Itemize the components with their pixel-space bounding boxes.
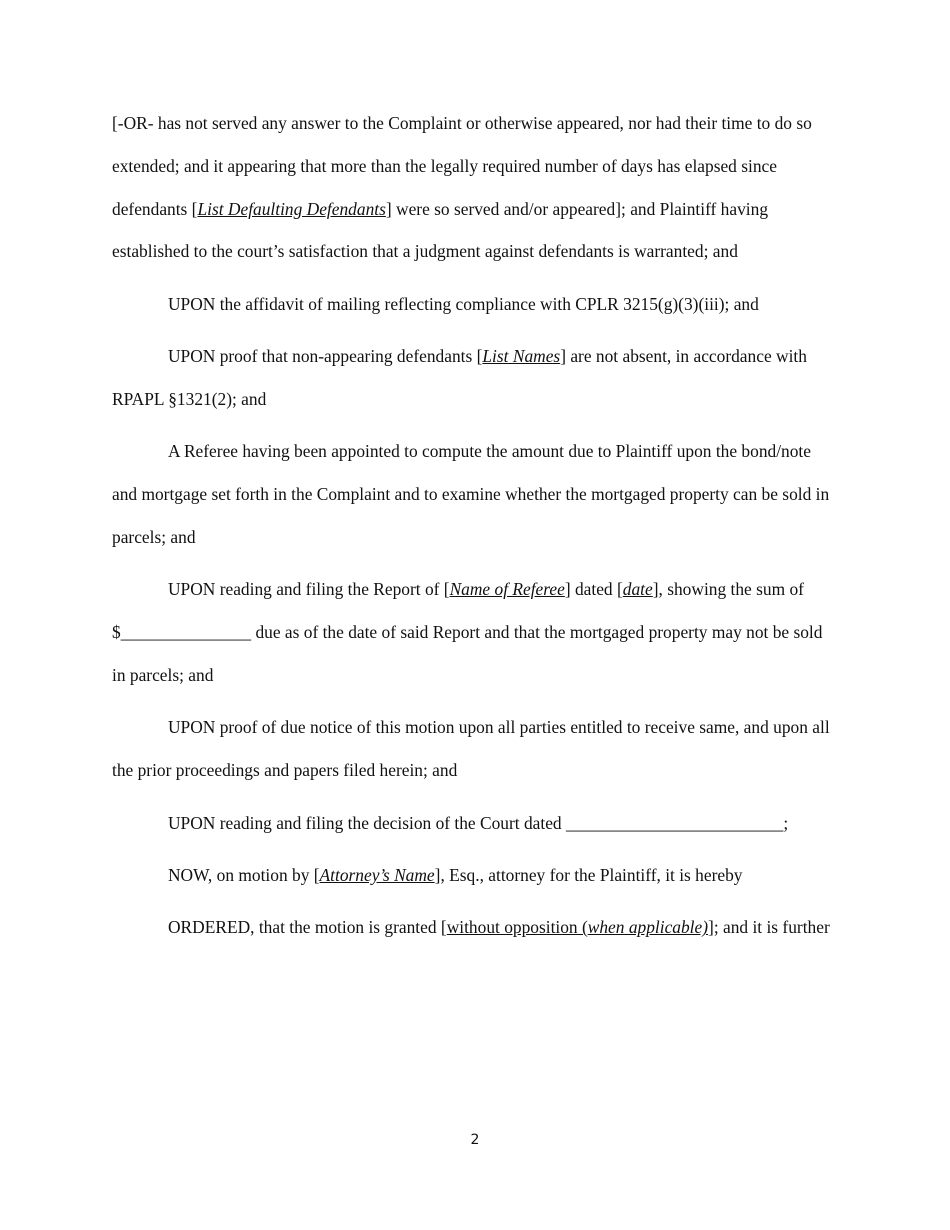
paragraph-non-appearing-defendants: UPON proof that non-appearing defendants [List Names] are not absent, in accordance with RPAPL §1321(2); and xyxy=(112,346,807,409)
page-number: 2 xyxy=(470,1132,480,1148)
paragraph-motion-by-attorney: NOW, on motion by [Attorney’s Name], Esq., attorney for the Plaintiff, it is hereby xyxy=(168,864,743,885)
paragraph-referee-appointed: A Referee having been appointed to compute the amount due to Plaintiff upon the bond/note and mortgage set forth in the Complaint and to examine whether the mortgaged property can be sold in parcels; and xyxy=(112,441,830,547)
paragraph-referee-report: UPON reading and filing the Report of [Name of Referee] dated [date], showing the sum of $_______________ due as of the date of said Report and that the mortgaged property may not be sold in parcels; and xyxy=(112,579,823,685)
document-page xyxy=(112,102,840,959)
paragraph-due-notice: UPON proof of due notice of this motion upon all parties entitled to receive same, and upon all the prior proceedings and papers filed herein; and xyxy=(112,717,830,781)
placeholder-attorney-name: Attorney’s Name xyxy=(319,864,435,885)
paragraph-affidavit-of-mailing: UPON the affidavit of mailing reflecting compliance with CPLR 3215(g)(3)(iii); and xyxy=(168,293,759,314)
paragraph-ordered: ORDERED, that the motion is granted [without opposition (when applicable)]; and it is further xyxy=(168,917,830,938)
placeholder-list-names: List Names xyxy=(482,346,561,367)
placeholder-date: date xyxy=(622,579,653,600)
paragraph-default-recital: [-OR- has not served any answer to the Complaint or otherwise appeared, nor had their time to do so extended; and it appearing that more than the legally required number of days has elapsed since defendants [List Defaulting Defendants] were so served and/or appeared]; and Plaintiff having established to the court’s satisfaction that a judgment against defendants is warranted; and xyxy=(112,113,812,262)
placeholder-name-of-referee: Name of Referee xyxy=(449,579,565,600)
placeholder-defaulting-defendants: List Defaulting Defendants xyxy=(197,198,386,219)
placeholder-without-opposition: without opposition (when applicable) xyxy=(446,917,709,938)
paragraph-court-decision: UPON reading and filing the decision of the Court dated _________________________; xyxy=(168,812,789,833)
